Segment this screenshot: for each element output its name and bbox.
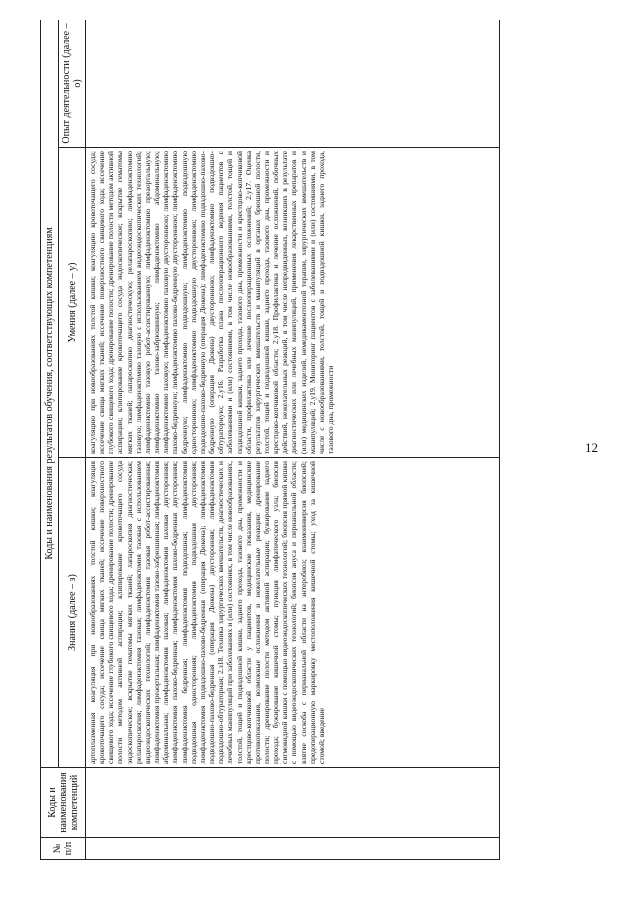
competency-table [40, 20, 500, 860]
cell-code [86, 768, 500, 838]
cell-skills: коагуляцию при новообразованиях толстой кишки; коагуляцию кровоточащего сосуда; иссечение свища мягких тканей; иссечение поверхностного свищевого хода; иссечение глубокого свищевого хода; дренирование полости; дренирование полости методом активной аспирации; клипирование кровоточащего сосуда эндоскопическое; вскрытие гематомы мягких тканей; лапароскопию диагностическую; релапароскопию; лимфаденэктомию тазовую; лимфаденэктомию тазовую с использованием видеоэндоскопических технологий; лимфаденэктомию тазовую робот-ассистированную; лимфаденэктомию преаортальную; лимфаденэктомию тазово-забрюшинную; лимфаденэктомию абдоминальную; лимфаденэктомию паховую; лимфаденэктомию паховую двустороннюю; лимфаденэктомию пахово-бедренную; лимфаденэктомию пахово-бедренную двустороннюю; лимфаденэктомию бедренную; лимфаденэктомию подвздошную; лимфаденэктомию подвздошную одностороннюю; лимфаденэктомию подвздошную двустороннюю; лимфаденэктомию подвздошно-пахово-бедренную (операция Дюкена); лимфаденэктомию подвздошно-пахово-бедренную (операция Дюкена) двустороннюю; лимфаденэктомию подвздошно-обтураторную; 2.у16. Разработка плана послеоперационного ведения пациентов с заболеваниями и (или) состояниями, в том числе новообразованиями, толстой, тощей и подвздошной кишки, заднего прохода, тазового дна, промежности и крестцово-копчиковой области, профилактика или лечение послеоперационных осложнений; 2.у17. Оценка результатов хирургических вмешательств и манипуляций в органах брюшной полости, толстой, тощей и подвздошной кишки, заднего прохода, тазового дна, промежности и крестцово-копчиковой области; 2.у18. Профилактика и лечение осложнений, побочных действий, нежелательных реакций, в том числе непредвиденных, возникших в результате диагностических или лечебных манипуляций, применения лекарственных препаратов и (или) медицинских изделий, немедикаментозной терапии, хирургических вмешательств и манипуляций; 2.у19. Мониторинг пациентов с заболеваниями и (или) состояниями, в том числе с новообразованиями, толстой, тощей и подвздошной кишки, заднего прохода, тазового дна, промежности [86, 148, 500, 458]
header-code: Коды и наименования компетенций [41, 768, 86, 838]
cell-experience [86, 20, 500, 148]
header-experience: Опыт деятельности (далее – о) [59, 20, 86, 148]
cell-num [86, 838, 500, 860]
table-wrapper [40, 20, 500, 860]
cell-knowledge: артоплазменная коагуляция при новообразованиях толстой кишки; коагуляция кровоточащего сосуда; иссечение свища мягких тканей; иссечение поверхностного свищевого хода; иссечение глубокого свищевого хода; дренирование полости; дренирование полости методом активной аспирации; клипирование кровоточащего сосуда эндоскопическое; вскрытие гематомы мягких тканей; лапароскопия диагностическая; релапароскопия; лимфаденэктомия тазовая; лимфаденэктомия тазовая с использованием видеоэндоскопических технологий; лимфаденэктомия тазовая робот-ассистированная; лимфаденэктомия преаортальная; лимфаденэктомия тазово-забрюшинная; лимфаденэктомия абдоминальная; лимфаденэктомия паховая; лимфаденэктомия паховая двусторонняя; лимфаденэктомия пахово-бедренная; лимфаденэктомия пахово-бедренная двусторонняя; лимфаденэктомия бедренная; лимфаденэктомия подвздошная; лимфаденэктомия подвздошная односторонняя; лимфаденэктомия подвздошная двусторонняя; лимфаденэктомия подвздошно-пахово-бедренная (операция Дюкена); лимфаденэктомия подвздошно-пахово-бедренная (операция Дюкена) двусторонняя; лимфаденэктомия подвздошно-обтураторная; 2.з18. Техника хирургических вмешательств, диагностических и лечебных манипуляций при заболеваниях и (или) состояниях, в том числе новообразованиях, толстой, тощей и подвздошной кишки, заднего прохода, тазового дна, промежности и крестцово-копчиковой области у пациентов, медицинские показания, медицинские противопоказания, возможные осложнения и нежелательные реакции: дренирование полости; дренирование полости методом активной аспирации; бужирование заднего прохода; бужирование кишечной стомы; пункция лимфатического узла; биопсия сигмовидной кишки с помощью видеоэндоскопических технологий; биопсия прямой кишки с помощью видеоэндоскопических технологий; биопсия ануса и перианальной области; взятие соскоба с перианальной области на энтеробиоз; взаимоинверсия биопсией; предоперационную маркировку местоположения кишечной стомы; уход за кишечной стомой; введение [86, 458, 500, 768]
page-number: 12 [585, 440, 598, 455]
rotated-table-container [40, 20, 500, 860]
header-skills: Умения (далее – у) [59, 148, 86, 458]
header-num: № п/п [41, 838, 86, 860]
header-results-group: Коды и наименования результатов обучения, соответствующих компетенциям [41, 20, 59, 768]
header-knowledge: Знания (далее – з) [59, 458, 86, 768]
